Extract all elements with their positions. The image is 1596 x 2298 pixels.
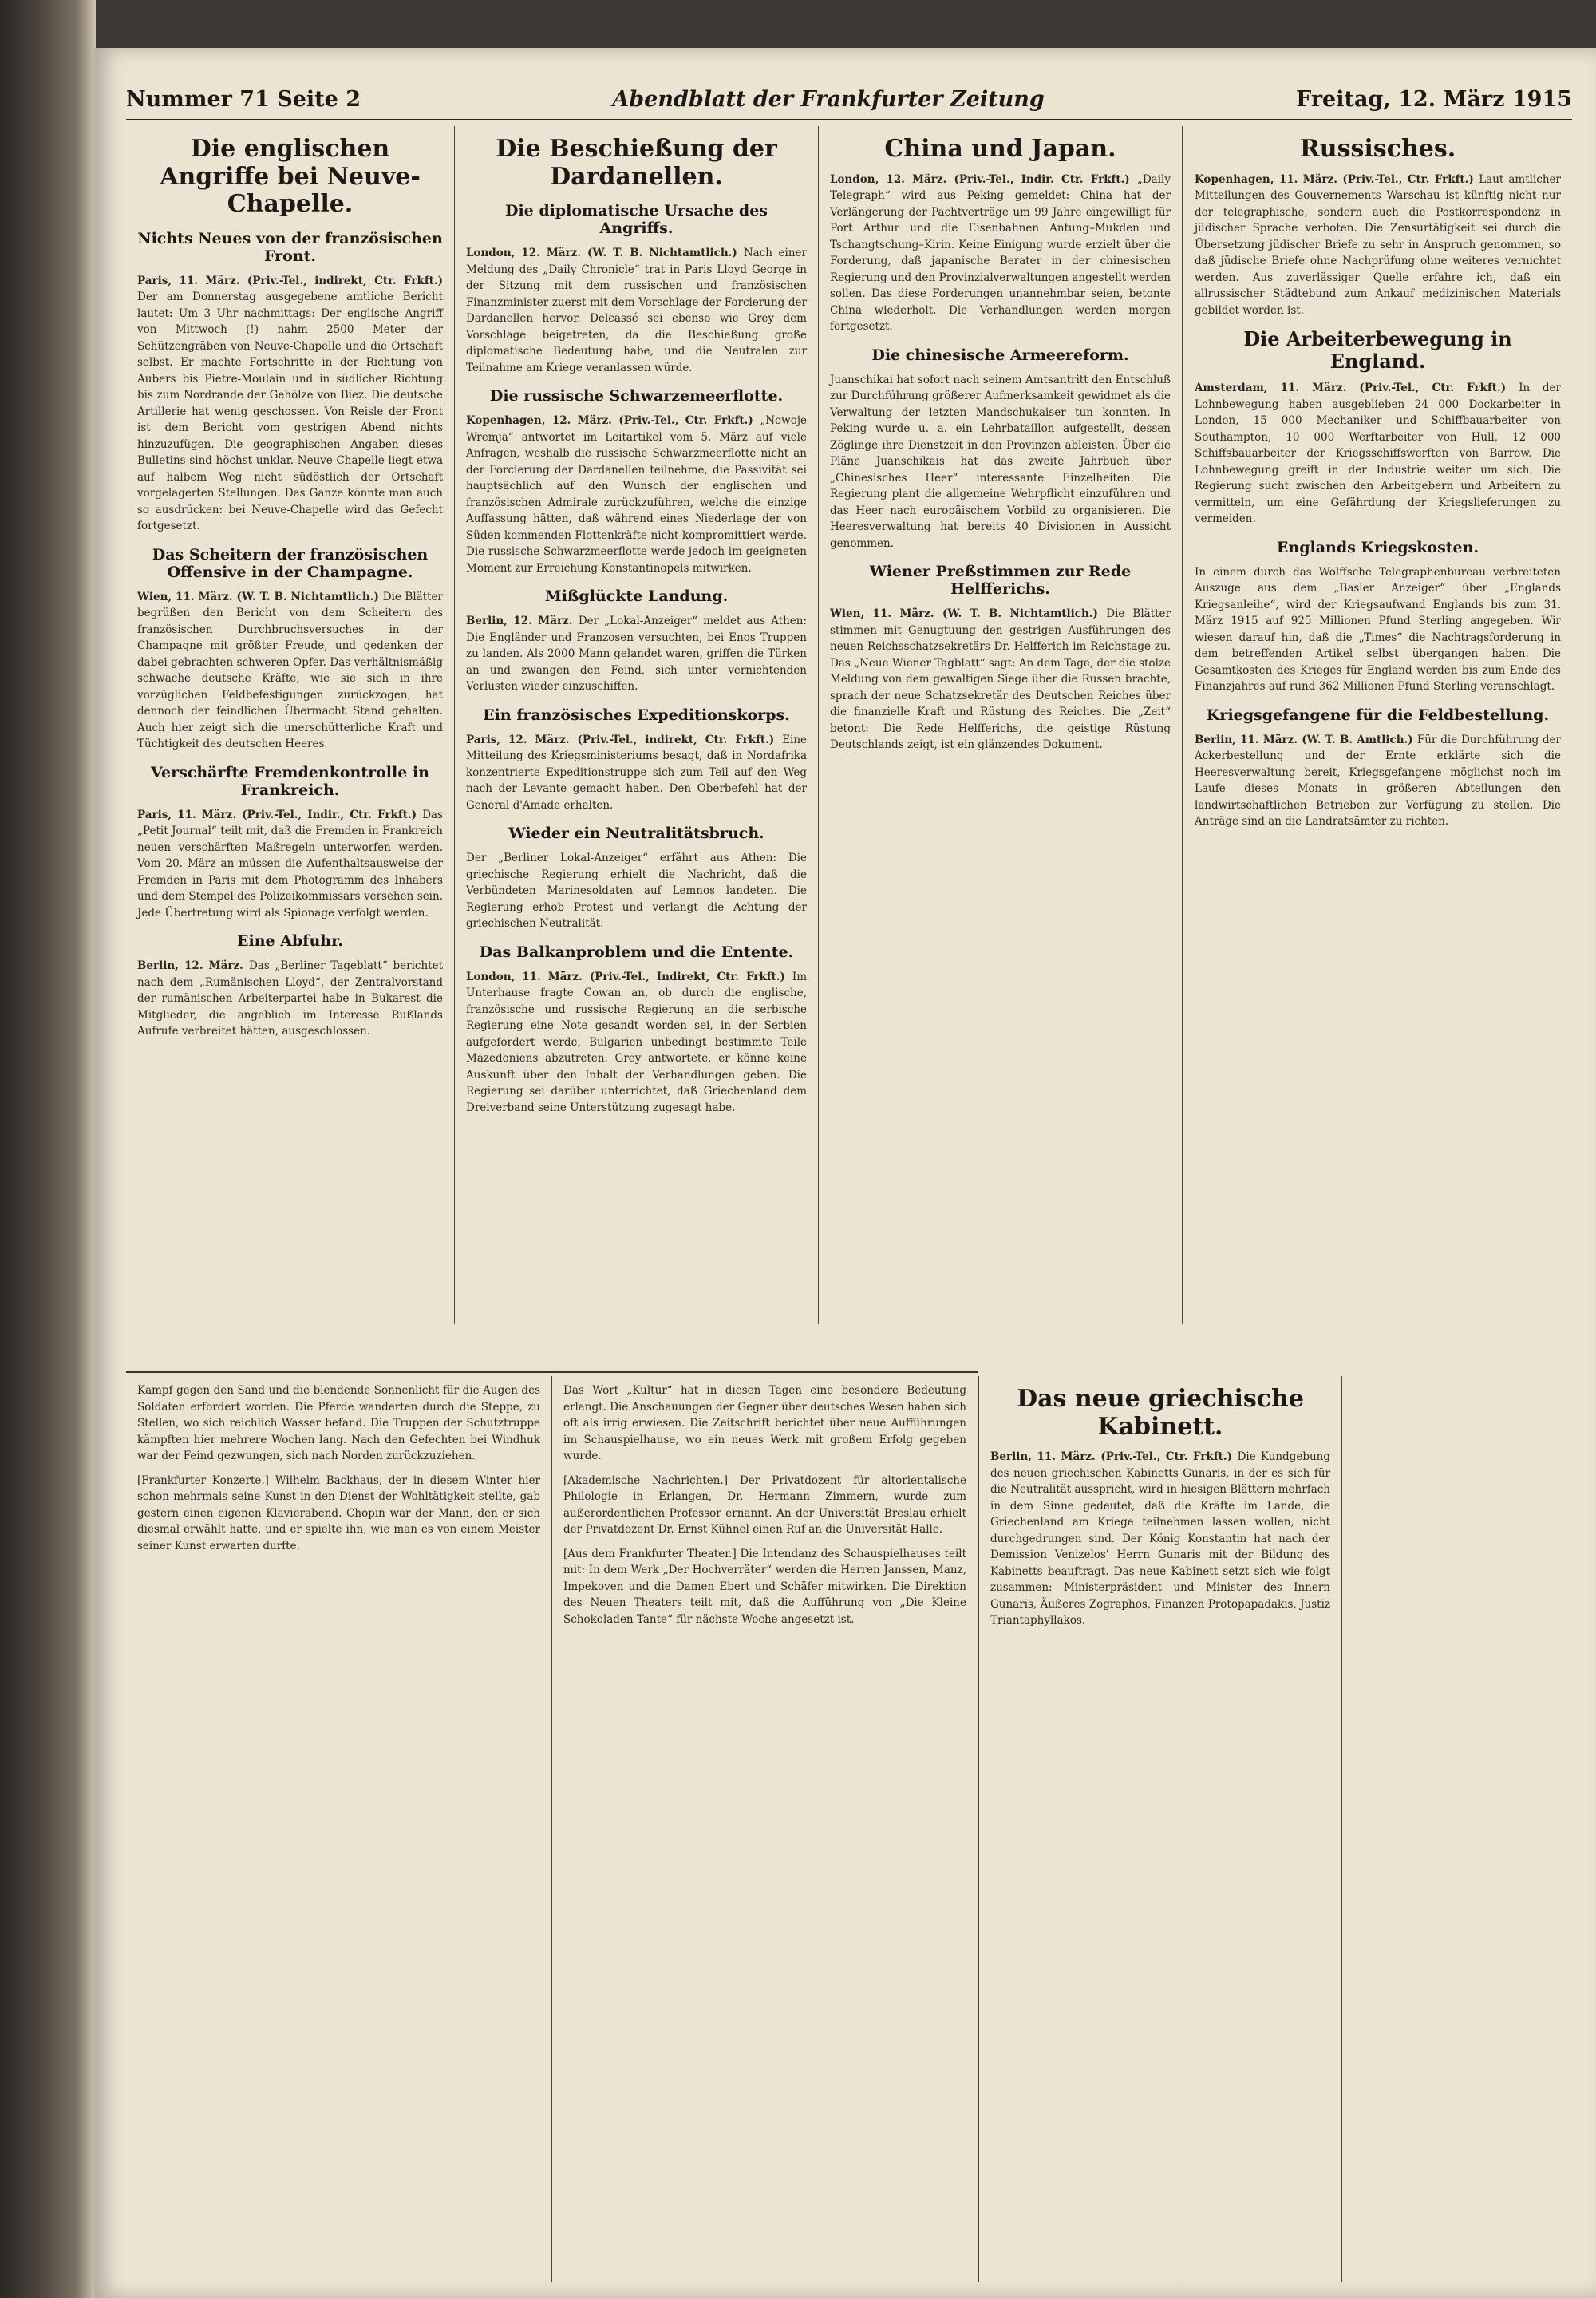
article-china-japan bbox=[830, 172, 1171, 335]
article-neuve-chapelle bbox=[137, 273, 443, 535]
feuilleton-paragraph: Kampf gegen den Sand und die blendende Sonnenlicht für die Augen des Soldaten erfordert worden. Die Pferde wanderten durch die Steppe, zu Stellen, wo sich reichlich Wasser befand. Die Truppen der Schutztruppe kämpften hier mehrere Wochen lang. Nach den Gefechten bei Windhuk war der Feind gezwungen, sich nach Norden zurückzuziehen. bbox=[137, 1384, 540, 1462]
article-dardanellen bbox=[466, 245, 807, 376]
issue-date: Freitag, 12. März 1915 bbox=[1296, 87, 1572, 112]
subhead-neuve-chapelle: Nichts Neues von der französischen Front. bbox=[137, 229, 443, 265]
dateline: Kopenhagen, 12. März. (Priv.-Tel., Ctr. Frkft.) bbox=[466, 414, 760, 427]
newspaper-title: Abendblatt der Frankfurter Zeitung bbox=[612, 87, 1045, 112]
article-body: Die Kundgebung des neuen griechischen Kabinetts Gunaris, in der es sich für die Neutralität ausspricht, wird in hiesigen Blättern mehrfach in dem Sinne gedeutet, daß die Kräfte im Lande, die Griechenland am Kriege teilnehmen lassen wollen, nicht durchgedrungen sind. Der König Konstantin hat nach der Demission Venizelos' Herrn Gunaris mit der Bildung des Kabinetts beauftragt. Das neue Kabinett setzt sich wie folgt zusammen: Ministerpräsident und Minister des Innern Gunaris, Äußeres Zographos, Finanzen Protopapadakis, Justiz Triantaphyllakos. bbox=[990, 1450, 1331, 1627]
feuilleton-paragraph: [Akademische Nachrichten.] Der Privatdozent für altorientalische Philologie in Erlangen, Dr. Hermann Zimmern, wurde zum außerordentlichen Professor ernannt. An der Universität Breslau erhielt der Privatdozent Dr. Ernst Kühnel einen Ruf an die Universität Halle. bbox=[563, 1473, 966, 1536]
headline-expedition: Ein französisches Expeditionskorps. bbox=[483, 706, 790, 724]
article-body: Die Blätter begrüßen den Bericht von dem Scheitern des französischen Durchbruchsversuches in der Champagne mit größter Freude, und gedenken der dabei gebrachten schweren Opfer. Das verhältnismäßig schwache deutsche Kräfte, wie sie sich in ihre vorzüglichen Feldbefestigungen zurückzogen, hat dennoch der feindlichen Übermacht Stand gehalten. Auch hier zeigt sich die unerschütterliche Kraft und Tüchtigkeit des deutschen Heeres. bbox=[137, 590, 443, 750]
article-body: Der am Donnerstag ausgegebene amtliche Bericht lautet: Um 3 Uhr nachmittags: Der englische Angriff von Mittwoch (!) nahm 2500 Meter der Schützengräben von Neuve-Chapelle und die Ortschaft selbst. Er machte Fortschritte in der Richtung von Aubers bis Pietre-Moulain und in südlicher Richtung bis zum Nordrande der Gehölze von Biez. Die deutsche Artillerie hat wenig geschossen. Von Reisle der Front ist dem Bericht vom gestrigen Abend nichts hinzuzufügen. Die geographischen Angaben dieses Bulletins sind höchst unklar. Neuve-Chapelle liegt etwa auf halbem Weg nicht südöstlich der Ortschaft vorgelagerten Stellungen. Das Ganze könnte man auch so ausdrücken: bei Neuve-Chapelle wird das Gefecht fortgesetzt. bbox=[137, 291, 443, 532]
columns bbox=[126, 126, 1572, 2282]
article-body: „Nowoje Wremja“ antwortet im Leitartikel vom 5. März auf viele Anfragen, weshalb die russische Schwarzmeerflotte nicht an der Forcierung der Dardanellen teilnehme, die Passivität sei hauptsächlich auf den Wunsch der englischen und französischen Admirale zurückzuführen, welche die einzige Auffassung hätten, daß während eines Niederlage der von Süden kommenden Flottenkräfte nicht kompromittiert werde. Die russische Schwarzmeerflotte werde jedoch im geeigneten Moment zur Erreichung Konstantinopels mitwirken. bbox=[466, 414, 807, 575]
dateline: Amsterdam, 11. März. (Priv.-Tel., Ctr. Frkft.) bbox=[1195, 382, 1519, 395]
article-body: In der Lohnbewegung haben ausgeblieben 24 000 Dockarbeiter in London, 15 000 Mechaniker und Schiffbauarbeiter von Southampton, 10 000 Werftarbeiter von Hull, 12 000 Schiffsbauarbeiter der Kriegsschiffswerften von Barrow. Die Lohnbewegung greift in der Industrie weiter um sich. Die Regierung sucht zwischen den Arbeitgebern und Arbeitern zu vermitteln, um eine Gefährdung der Kriegslieferungen zu vermeiden. bbox=[1195, 382, 1561, 526]
article-body: Im Unterhause fragte Cowan an, ob durch die englische, französische und russische Regierung an die serbische Regierung eine Note gesandt worden sei, in der Serbien aufgefordert werde, Bulgarien unbedingt bestimmte Teile Mazedoniens abzutreten. Grey antwortete, er könne keine Auskunft über den Inhalt der Verhandlungen geben. Die Regierung sei darüber unterrichtet, daß Griechenland dem Dreiverband seine Unterstützung zugesagt habe. bbox=[466, 970, 807, 1114]
headline-neuve-chapelle: Die englischen Angriffe bei Neuve-Chapelle. bbox=[160, 135, 421, 218]
article-armeereform: Juanschikai hat sofort nach seinem Amtsantritt den Entschluß zur Durchführung größerer Aufmerksamkeit gewidmet als die Verwaltung der letzten Mandschukaiser tun konnten. In Peking wurde u. a. ein Lehrbataillon aufgestellt, dessen Zöglinge ihre Dienstzeit in den Provinzen ableisten. Über die Pläne Juanschikais hat das zweite Jahrbuch über „Chinesisches Heer“ interessante Einzelheiten. Die Regierung plant die allgemeine Wehrpflicht einzuführen und das Heer nach europäischem Vorbild zu organisieren. Die Heeresverwaltung hat bereits 40 Divisionen in Aussicht genommen. bbox=[830, 373, 1171, 550]
article-kriegsgefangene bbox=[1195, 732, 1561, 830]
article-schwarzmeer bbox=[466, 413, 807, 576]
article-body: Das „Petit Journal“ teilt mit, daß die Fremden in Frankreich neuen verschärften Maßregeln unterworfen werden. Vom 20. März an müssen die Aufenthaltsausweise der Fremden in Paris mit dem Photogramm des Inhabers und dem Stempel des Polizeikommissars versehen sein. Jede Übertretung wird als Spionage verfolgt werden. bbox=[137, 808, 443, 920]
headline-champagne: Das Scheitern der französischen Offensive in der Champagne. bbox=[152, 545, 429, 581]
article-fremdenkontrolle bbox=[137, 807, 443, 922]
article-body: Laut amtlicher Mitteilungen des Gouvernements Warschau ist künftig nicht nur der telegraphische, sondern auch die Postkorrespondenz in jüdischer Sprache verboten. Die Zensurtätigkeit sei durch die Übersetzung jüdischer Briefe zu sehr in Anspruch genommen, so daß jüdische Briefe ohne Nachprüfung ohne weiteres vernichtet werden. Aus zuverlässiger Quelle erfahre ich, daß ein allrussischer Städtebund zum Ankauf medizinischen Materials gebildet worden ist. bbox=[1195, 172, 1561, 317]
headline-griechisches-kabinett: Das neue griechische Kabinett. bbox=[1017, 1385, 1304, 1441]
headline-neutralitaet: Wieder ein Neutralitätsbruch. bbox=[508, 825, 764, 842]
headline-china-japan: China und Japan. bbox=[884, 135, 1116, 163]
headline-dardanellen: Die Beschießung der Dardanellen. bbox=[496, 135, 777, 191]
article-body: Für die Durchführung der Ackerbestellung und der Ernte erklärte sich die Heeresverwaltung bereit, Kriegsgefangene möglichst noch im Laufe dieses Monats in größeren Abteilungen den landwirtschaftlichen Betrieben zur Verfügung zu stellen. Die Anträge sind an die Landratsämter zu richten. bbox=[1195, 733, 1561, 829]
article-landung bbox=[466, 613, 807, 695]
dateline: London, 12. März. (W. T. B. Nichtamtlich.) bbox=[466, 247, 744, 259]
dateline: Paris, 11. März. (Priv.-Tel., Indir., Ctr. Frkft.) bbox=[137, 808, 423, 821]
headline-schwarzmeer: Die russische Schwarzemeerflotte. bbox=[489, 387, 784, 405]
headline-landung: Mißglückte Landung. bbox=[544, 587, 729, 605]
article-body: Eine Mitteilung des Kriegsministeriums besagt, daß in Nordafrika konzentrierte Expeditionstruppe sich zum Teil auf den Weg nach der Levante gemacht haben. Den Oberbefehl hat der General d'Amade erhalten. bbox=[466, 733, 807, 812]
feuilleton-rule bbox=[126, 1371, 978, 1373]
masthead bbox=[126, 70, 1572, 120]
headline-fremdenkontrolle: Verschärfte Fremdenkontrolle in Frankreich. bbox=[151, 763, 429, 799]
article-champagne bbox=[137, 589, 443, 753]
article-expedition bbox=[466, 732, 807, 814]
book-binding bbox=[0, 0, 96, 2298]
column-3 bbox=[819, 126, 1183, 1324]
headline-balkan: Das Balkanproblem und die Entente. bbox=[479, 943, 794, 961]
article-neutralitaet: Der „Berliner Lokal-Anzeiger“ erfährt aus Athen: Die griechische Regierung erhielt die Nachricht, daß die Verbündeten Marinesoldaten auf Lemnos landeten. Die Regierung erhob Protest und verlangt die Achtung der griechischen Neutralität. bbox=[466, 852, 807, 930]
dateline: Berlin, 11. März. (W. T. B. Amtlich.) bbox=[1195, 733, 1417, 746]
headline-abfuhr: Eine Abfuhr. bbox=[237, 932, 343, 950]
feuilleton-paragraph: [Frankfurter Konzerte.] Wilhelm Backhaus, der in diesem Winter hier schon mehrmals seine Kunst in den Dienst der Wohltätigkeit stellte, gab gestern einen eigenen Klavierabend. Chopin war der Mann, den er sich diesmal erwählt hatte, und er spielte ihn, wie man es von einem Meister seiner Kunst erwarten durfte. bbox=[137, 1473, 540, 1552]
dateline: London, 11. März. (Priv.-Tel., Indirekt, Ctr. Frkft.) bbox=[466, 970, 792, 983]
column-2 bbox=[455, 126, 819, 1324]
newspaper-page bbox=[94, 48, 1596, 2298]
feuilleton-col-1 bbox=[126, 1376, 552, 2282]
article-kriegskosten: In einem durch das Wolffsche Telegraphenbureau verbreiteten Auszuge aus dem „Basler Anzeiger“ über „Englands Kriegsanleihe“, wird der Kriegsaufwand Englands bis zum 31. März 1915 auf 925 Millionen Pfund Sterling angegeben. Wir wiesen darauf hin, daß die „Times“ die Nachtragsforderung in dem betreffenden Artikel selbst übergangen haben. Die Gesamtkosten des Krieges für England werden bis zum Ende des Finanzjahres auf rund 362 Millionen Pfund Sterling veranschlagt. bbox=[1195, 565, 1561, 694]
dateline: London, 12. März. (Priv.-Tel., Indir. Ctr. Frkft.) bbox=[830, 172, 1137, 186]
dateline: Berlin, 12. März. bbox=[466, 615, 579, 627]
headline-kriegskosten: Englands Kriegskosten. bbox=[1276, 538, 1479, 556]
headline-russisches: Russisches. bbox=[1299, 135, 1456, 163]
dateline: Wien, 11. März. (W. T. B. Nichtamtlich.) bbox=[830, 607, 1107, 620]
headline-pressestimmen: Wiener Preßstimmen zur Rede Helfferichs. bbox=[869, 563, 1132, 598]
dateline: Kopenhagen, 11. März. (Priv.-Tel., Ctr. Frkft.) bbox=[1195, 172, 1479, 186]
headline-kriegsgefangene: Kriegsgefangene für die Feldbestellung. bbox=[1206, 706, 1550, 724]
feuilleton-paragraph: Das Wort „Kultur“ hat in diesen Tagen eine besondere Bedeutung erlangt. Die Anschauungen der Gegner über deutsches Wesen haben sich oft als irrig erwiesen. Die Zeitschrift berichtet über neue Aufführungen im Schauspielhause, wo ein neues Werk mit großem Erfolg gegeben wurde. bbox=[563, 1384, 966, 1462]
column-4 bbox=[1183, 126, 1572, 2282]
article-arbeiterbewegung bbox=[1195, 380, 1561, 528]
subhead-dardanellen: Die diplomatische Ursache des Angriffs. bbox=[504, 202, 768, 237]
feuilleton-paragraph: [Aus dem Frankfurter Theater.] Die Intendanz des Schauspielhauses teilt mit: In dem Werk „Der Hochverräter“ werden die Herren Janssen, Manz, Impekoven und die Damen Ebert und Schäfer mitwirken. Die Direktion des Neuen Theaters teilt mit, daß die Aufführung von „Die Kleine Schokoladen Tante“ für nächste Woche angesetzt ist. bbox=[563, 1547, 966, 1626]
article-body: Nach einer Meldung des „Daily Chronicle“ trat in Paris Lloyd George in der Sitzung mit dem russischen und französischen Finanzminister zuerst mit dem Vorschlage der Forcierung der Dardanellen hervor. Delcassé sei ebenso wie Grey dem Vorschlage beigetreten, da die Beschießung große diplomatische Bedeutung habe, und die Neutralen zur Teilnahme am Kriege veranlassen würde. bbox=[466, 247, 807, 374]
article-body: Das „Berliner Tageblatt“ berichtet nach dem „Rumänischen Lloyd“, der Zentralvorstand der rumänischen Arbeiterpartei habe in Bukarest die Mitglieder, die angeblich im Interesse Rußlands Aufrufe verbreitet hätten, ausgeschlossen. bbox=[137, 959, 443, 1038]
feuilleton-col-2 bbox=[552, 1376, 978, 2282]
column-1 bbox=[126, 126, 455, 1324]
article-body: Die Blätter stimmen mit Genugtuung den gestrigen Ausführungen des neuen Reichsschatzsekretärs Dr. Helfferich im Reichstage zu. Das „Neue Wiener Tagblatt“ sagt: An dem Tage, der die stolze Meldung von dem gewaltigen Siege über die Russen brachte, sprach der neue Schatzsekretär des Deutschen Reiches über die finanzielle Kraft und Rüstung des Reiches. Die „Zeit“ betont: Die Rede Helfferichs, die geistige Rüstung Deutschlands zeigt, ist ein glänzendes Dokument. bbox=[830, 607, 1171, 751]
article-russisches bbox=[1195, 172, 1561, 319]
dateline: Paris, 12. März. (Priv.-Tel., indirekt, Ctr. Frkft.) bbox=[466, 733, 783, 746]
dateline: Berlin, 11. März. (Priv.-Tel., Ctr. Frkft.) bbox=[990, 1450, 1238, 1463]
dateline: Wien, 11. März. (W. T. B. Nichtamtlich.) bbox=[137, 590, 383, 603]
article-abfuhr bbox=[137, 958, 443, 1040]
headline-armeereform: Die chinesische Armeereform. bbox=[871, 346, 1129, 364]
article-body: Der „Lokal-Anzeiger“ meldet aus Athen: Die Engländer und Franzosen versuchten, bei Enos Truppen zu landen. Als 2000 Mann gelandet waren, griffen die Türken an und zwangen den Feind, sich unter vernichtenden Verlusten wieder einzuschiffen. bbox=[466, 615, 807, 693]
headline-arbeiterbewegung: Die Arbeiterbewegung in England. bbox=[1243, 327, 1512, 373]
issue-number: Nummer 71 Seite 2 bbox=[126, 87, 361, 112]
article-pressestimmen bbox=[830, 606, 1171, 753]
dateline: Berlin, 12. März. bbox=[137, 959, 249, 972]
article-balkan bbox=[466, 969, 807, 1117]
article-body: „Daily Telegraph“ wird aus Peking gemeldet: China hat der Verlängerung der Pachtverträge um 99 Jahre eingewilligt für Port Arthur und die Eisenbahnen Antung–Mukden und Tschangtschung–Kirin. Keine Einigung wurde erzielt über die Forderung, daß japanische Berater in der chinesischen Regierung und den Provinzialverwaltungen angestellt werden sollen. Das diese Forderungen unannehmbar seien, betonte China wiederholt. Die Verhandlungen werden morgen fortgesetzt. bbox=[830, 172, 1171, 333]
dateline: Paris, 11. März. (Priv.-Tel., indirekt, Ctr. Frkft.) bbox=[137, 274, 443, 287]
